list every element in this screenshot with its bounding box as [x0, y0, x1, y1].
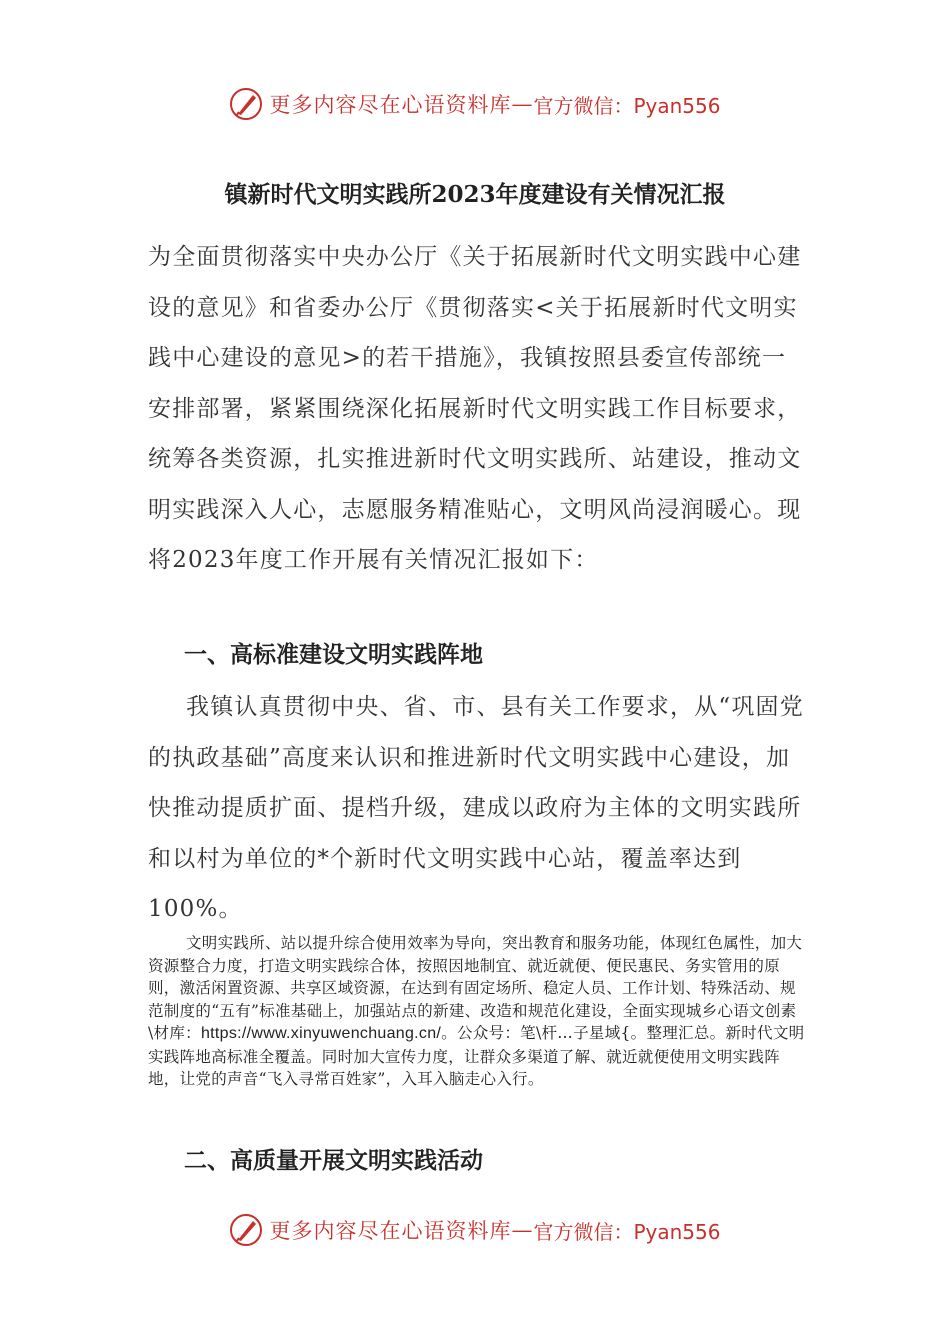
banner-separator: — [511, 1218, 534, 1242]
intro-paragraph: 为全面贯彻落实中央办公厅《关于拓展新时代文明实践中心建设的意见》和省委办公厅《贯彻落实<关于拓展新时代文明实践中心建设的意见>的若干措施》，我镇按照县委宣传部统一安排部署，紧紧围绕深化拓展新时代文明实践工作目标要求，统筹各类资源，扎实推进新时代文明实践所、站建设，推动文明实践深入人心，志愿服务精准贴心，文明风尚浸润暖心。现将2023年度工作开展有关情况汇报如下： [148, 244, 802, 573]
banner-text: 更多内容尽在心语资料库 [269, 1219, 512, 1243]
banner-text: 更多内容尽在心语资料库 [269, 93, 512, 117]
section-2-heading: 二、高质量开展文明实践活动 [184, 1147, 483, 1174]
banner-wechat: 官方微信：Pyan556 [533, 1219, 721, 1244]
banner-wechat: 官方微信：Pyan556 [533, 93, 721, 118]
header-banner [0, 82, 950, 126]
footer-banner [0, 1208, 950, 1252]
small-paragraph-part-a: 文明实践所、站以提升综合使用效率为导向，突出教育和服务功能，体现红色属性，加大资源整合力度，打造文明实践综合体，按照因地制宜、就近就便、便民惠民、务实管用的原则，激活闲置资源、共享区域资源，在达到有固定场所、稳定人员、工作计划、特殊活动、规范制度的“五有”标准基础上，加强站点的新建、改造和规范化建设，全面实现城乡心语文创素\材库： [148, 934, 803, 1042]
banner-separator: — [511, 92, 534, 116]
section-1-heading: 一、高标准建设文明实践阵地 [184, 641, 483, 668]
quill-pen-icon [229, 1213, 263, 1247]
small-paragraph-part-b: 。公众号：笔\杆…子星域{。整理汇总。新时代文明实践阵地高标准全覆盖。同时加大宣传力度，让群众多渠道了解、就近就便使用文明实践阵地，让党的声音“飞入寻常百姓家”，入耳入脑走心入行。 [148, 1024, 805, 1088]
document-title: 镇新时代文明实践所2023年度建设有关情况汇报 [224, 181, 726, 208]
source-url[interactable]: https://www.xinyuwenchuang.cn/ [200, 1025, 442, 1042]
section-1-paragraph: 我镇认真贯彻中央、省、市、县有关工作要求，从“巩固党的执政基础”高度来认识和推进新时代文明实践中心建设，加快推动提质扩面、提档升级，建成以政府为主体的文明实践所和以村为单位的*个新时代文明实践中心站，覆盖率达到100%。 [148, 694, 804, 922]
small-paragraph [148, 932, 810, 1091]
quill-pen-icon [229, 87, 263, 121]
